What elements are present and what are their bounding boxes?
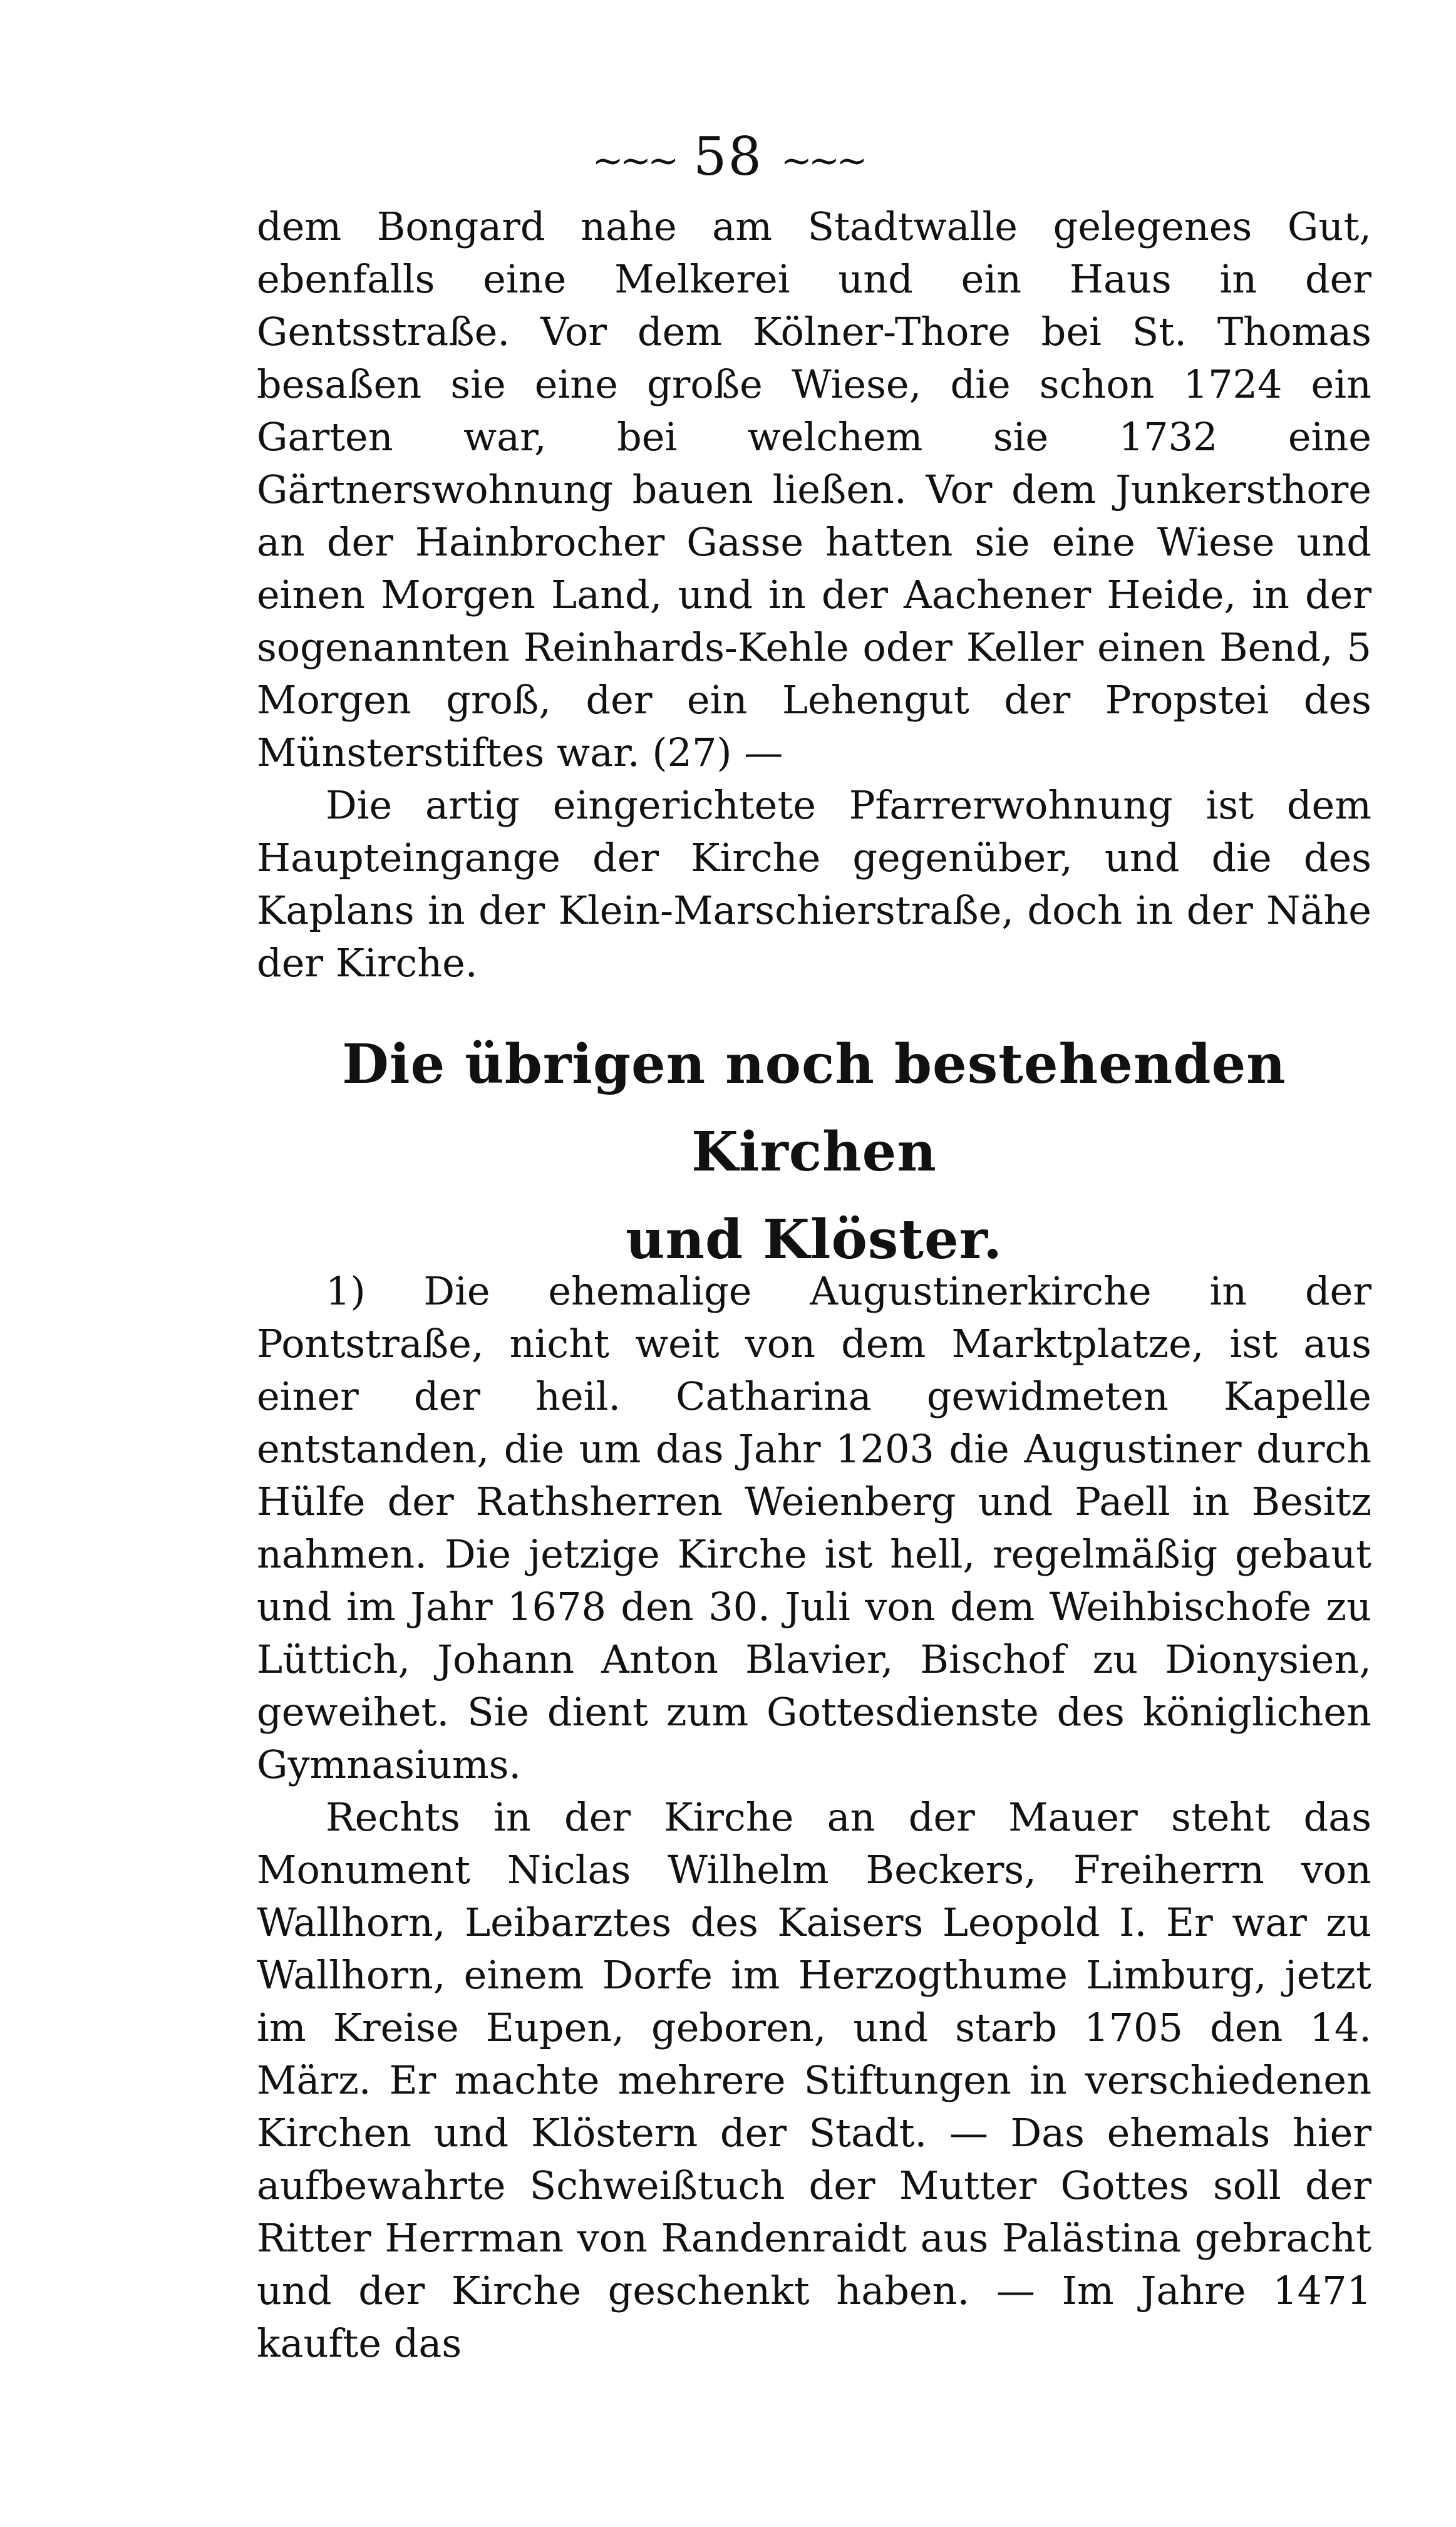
page-number: 58 — [693, 126, 763, 187]
section-heading-line-1: Die übrigen noch bestehenden Kirchen — [342, 1033, 1286, 1184]
text-block-lower — [257, 1265, 1371, 2370]
ornament-left: ~~~ — [592, 139, 676, 183]
paragraph-augustinerkirche: 1) Die ehemalige Augustinerkirche in der Pontstraße, nicht weit von dem Marktplatze, ist aus einer der heil. Catharina gewidmeten Kapelle entstanden, die um das Jahr 1203 die Augustiner durch Hülfe der Rathsherren Weienberg und Paell in Besitz nahmen. Die jetzige Kirche ist hell, regelmäßig gebaut und im Jahr 1678 den 30. Juli von dem Weihbischofe zu Lüttich, Johann Anton Blavier, Bischof zu Dionysien, geweihet. Sie dient zum Gottesdienste des königlichen Gymnasiums. — [257, 1268, 1371, 1787]
page-header — [0, 125, 1456, 192]
paragraph-monument: Rechts in der Kirche an der Mauer steht das Monument Niclas Wilhelm Beckers, Freiherrn von Wallhorn, Leibarztes des Kaisers Leopold I. Er war zu Wallhorn, einem Dorfe im Herzogthume Limburg, jetzt im Kreise Eupen, geboren, und starb 1705 den 14. März. Er machte mehrere Stiftungen in verschiedenen Kirchen und Klöstern der Stadt. — Das ehemals hier aufbewahrte Schweißtuch der Mutter Gottes soll der Ritter Herrman von Randenraidt aus Palästina gebracht und der Kirche geschenkt haben. — Im Jahre 1471 kaufte das — [257, 1794, 1371, 2366]
paragraph-continued: dem Bongard nahe am Stadtwalle gelegenes Gut, ebenfalls eine Melkerei und ein Haus in der Gentsstraße. Vor dem Kölner-Thore bei St. Thomas besaßen sie eine große Wiese, die schon 1724 ein Garten war, bei welchem sie 1732 eine Gärtnerswohnung bauen ließen. Vor dem Junkersthore an der Hainbrocher Gasse hatten sie eine Wiese und einen Morgen Land, und in der Aachener Heide, in der sogenannten Reinhards-Kehle oder Keller einen Bend, 5 Morgen groß, der ein Lehengut der Propstei des Münsterstiftes war. (27) — — [257, 204, 1371, 775]
section-heading-line-2: und Klöster. — [625, 1208, 1003, 1271]
text-block-upper — [257, 200, 1371, 990]
ornament-right: ~~~ — [780, 139, 864, 183]
paragraph-pfarrerwohnung: Die artig eingerichtete Pfarrerwohnung ist dem Haupteingange der Kirche gegenüber, und die des Kaplans in der Klein-Marschierstraße, doch in der Nähe der Kirche. — [257, 782, 1371, 986]
section-heading — [257, 1021, 1371, 1284]
